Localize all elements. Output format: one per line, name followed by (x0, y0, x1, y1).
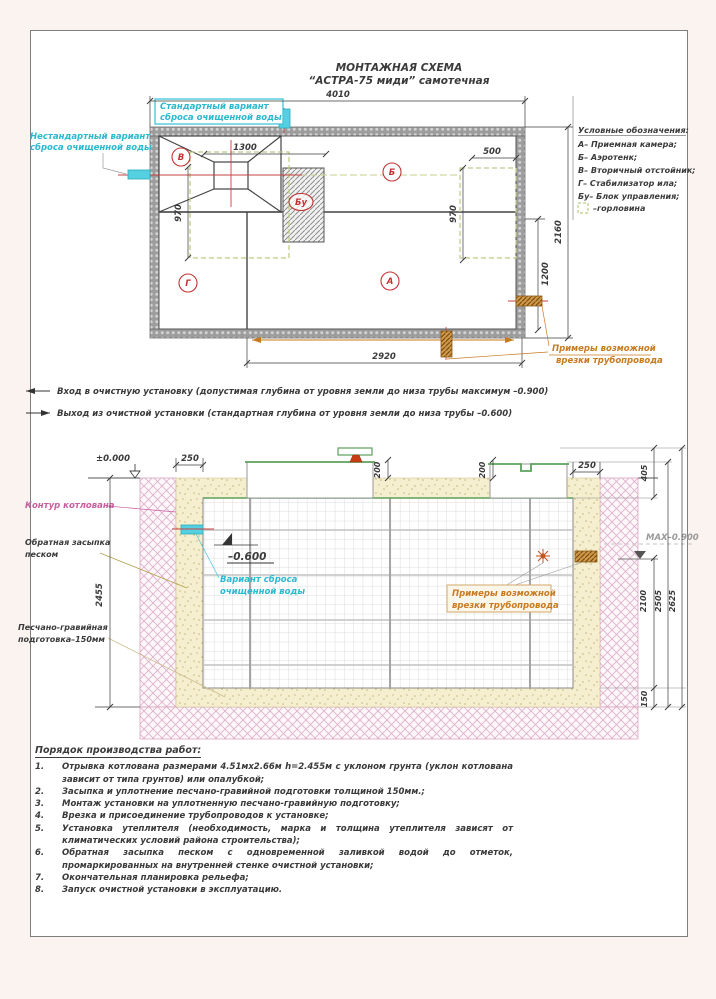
level-minus600: –0.600 (228, 551, 267, 563)
inlet-note: Вход в очистную установку (допустимая глубина от уровня земли до низа трубы максимум –0.900) (57, 387, 549, 397)
badge-v: В (177, 153, 185, 163)
inlet-arrow-icon (26, 388, 35, 394)
work-order-item (35, 761, 513, 786)
item-number: 4. (35, 811, 45, 822)
level-max: MAX–0.900 (646, 533, 699, 543)
legend-item-g: Г– Стабилизатор ила; (578, 179, 678, 188)
level-zero: ±0.000 (96, 454, 131, 464)
badge-g: Г (185, 279, 191, 289)
item-number: 7. (35, 872, 45, 883)
item-text: Монтаж установки на уплотненную песчано-гравийную подготовку; (62, 799, 400, 810)
dim-2100: 2100 (639, 589, 648, 613)
section-outlet-line1: Вариант сброса (220, 575, 298, 585)
dim-1300: 1300 (233, 143, 257, 153)
plan-partitions (159, 212, 516, 329)
section-pipe-note-line1: Примеры возможной (452, 589, 556, 599)
bedding-label-line2: подготовка–150мм (18, 635, 105, 644)
badge-b: Б (388, 168, 396, 178)
dim-2920: 2920 (372, 352, 396, 362)
item-number: 8. (35, 885, 45, 896)
backfill-label-line2: песком (25, 550, 59, 559)
item-number: 1. (35, 762, 45, 773)
item-text: Отрывка котлована размерами 4.51мх2.66м h=2.455м с уклоном грунта (уклон котлована зависит от типа грунтов) или опалубкой; (62, 762, 513, 785)
standard-outlet-line1: Стандартный вариант (160, 102, 269, 112)
section-view (18, 445, 699, 739)
section-pipe-note-line2: врезки трубопровода (452, 601, 559, 611)
dim-405: 405 (640, 464, 649, 482)
item-number: 5. (35, 823, 45, 834)
plan-pipe-note-line1: Примеры возможной (552, 344, 656, 354)
dim-250-left: 250 (181, 454, 199, 464)
dim-500: 500 (483, 147, 501, 157)
work-order-item (35, 847, 513, 872)
work-order (35, 745, 513, 897)
work-order-item (35, 823, 513, 848)
plan-view (30, 90, 663, 368)
dim-1200: 1200 (541, 262, 551, 286)
dim-970-right: 970 (449, 205, 459, 223)
plan-neck-outlines (190, 152, 516, 258)
badge-bu: Бу (294, 198, 308, 208)
legend-item-a: А– Приемная камера; (578, 140, 677, 149)
drawing-title (308, 62, 489, 87)
work-order-item (35, 798, 513, 810)
outlet-note: Выход из очистной установки (стандартная глубина от уровня земли до низа трубы –0.600) (57, 409, 513, 419)
dim-200-2: 200 (478, 461, 487, 479)
item-text: Засыпка и уплотнение песчано-гравийной подготовки толщиной 150мм.; (62, 786, 425, 797)
dim-2625: 2625 (668, 589, 677, 613)
flow-notes (26, 386, 548, 419)
work-order-item (35, 884, 513, 896)
item-number: 3. (35, 799, 45, 810)
dim-2505: 2505 (654, 589, 663, 613)
left-cover (245, 448, 375, 498)
vent-icon (350, 455, 362, 462)
dim-200-1: 200 (373, 461, 382, 479)
section-outlet-line2: очищенной воды (220, 587, 306, 597)
nonstandard-outlet-label (30, 132, 152, 174)
nonstandard-outlet-line2: сброса очищенной воды (30, 143, 152, 153)
dim-2455: 2455 (95, 583, 105, 607)
dim-250-right: 250 (578, 461, 596, 471)
plan-pipe-note-line2: врезки трубопровода (556, 356, 663, 366)
work-order-item (35, 872, 513, 884)
outlet-arrow-icon (41, 410, 50, 416)
item-text: Врезка и присоединение трубопроводов к установке; (62, 811, 329, 822)
right-cover (488, 464, 569, 498)
backfill-label-line1: Обратная засыпка (25, 538, 111, 547)
pipe-insert-right-wall (516, 296, 542, 306)
legend-item-b: Б– Аэротенк; (578, 153, 638, 162)
dim-970-left: 970 (174, 204, 184, 222)
standard-outlet-label (155, 99, 283, 124)
nonstandard-outlet-pipe (128, 170, 150, 179)
pit-contour-label: Контур котлована (25, 501, 115, 511)
legend-item-v: В– Вторичный отстойник; (578, 166, 696, 175)
dim-2160: 2160 (554, 220, 564, 244)
plan-dimensions (147, 96, 573, 368)
item-text: Обратная засыпка песком с одновременной заливкой водой до отметок, промаркированных на внутренней стенке очистной установки; (62, 848, 513, 871)
work-order-item (35, 810, 513, 822)
work-order-title: Порядок производства работ: (35, 745, 201, 758)
dim-150: 150 (640, 690, 649, 708)
standard-outlet-line2: сброса очищенной воды (160, 113, 282, 123)
legend-title: Условные обозначения: (578, 126, 689, 135)
title-line2: “АСТРА-75 миди” самотечная (308, 75, 490, 87)
plan-centerlines (118, 108, 548, 360)
title-line1: МОНТАЖНАЯ СХЕМА (335, 62, 463, 74)
work-order-item (35, 786, 513, 798)
badge-a: А (386, 277, 394, 287)
legend-neck-swatch (578, 203, 588, 213)
nonstandard-outlet-line1: Нестандартный вариант (30, 132, 151, 142)
item-text: Окончательная планировка рельефа; (62, 872, 249, 883)
legend (577, 125, 695, 213)
item-text: Установка утеплителя (необходимость, марка и толщина утеплителя зависят от климатических условий района строительства); (62, 823, 513, 847)
legend-item-bu: Бу– Блок управления; (578, 192, 680, 201)
item-text: Запуск очистной установки в эксплуатацию. (62, 885, 283, 896)
dim-4010: 4010 (326, 90, 350, 100)
bedding-label-line1: Песчано-гравийная (18, 623, 108, 632)
item-number: 6. (35, 848, 45, 859)
plan-compartment-v-hopper (159, 136, 281, 212)
legend-neck-label: –горловина (593, 204, 646, 213)
zero-level-mark (96, 454, 140, 478)
item-number: 2. (35, 786, 45, 797)
pipe-insert-bottom-wall (441, 331, 452, 357)
